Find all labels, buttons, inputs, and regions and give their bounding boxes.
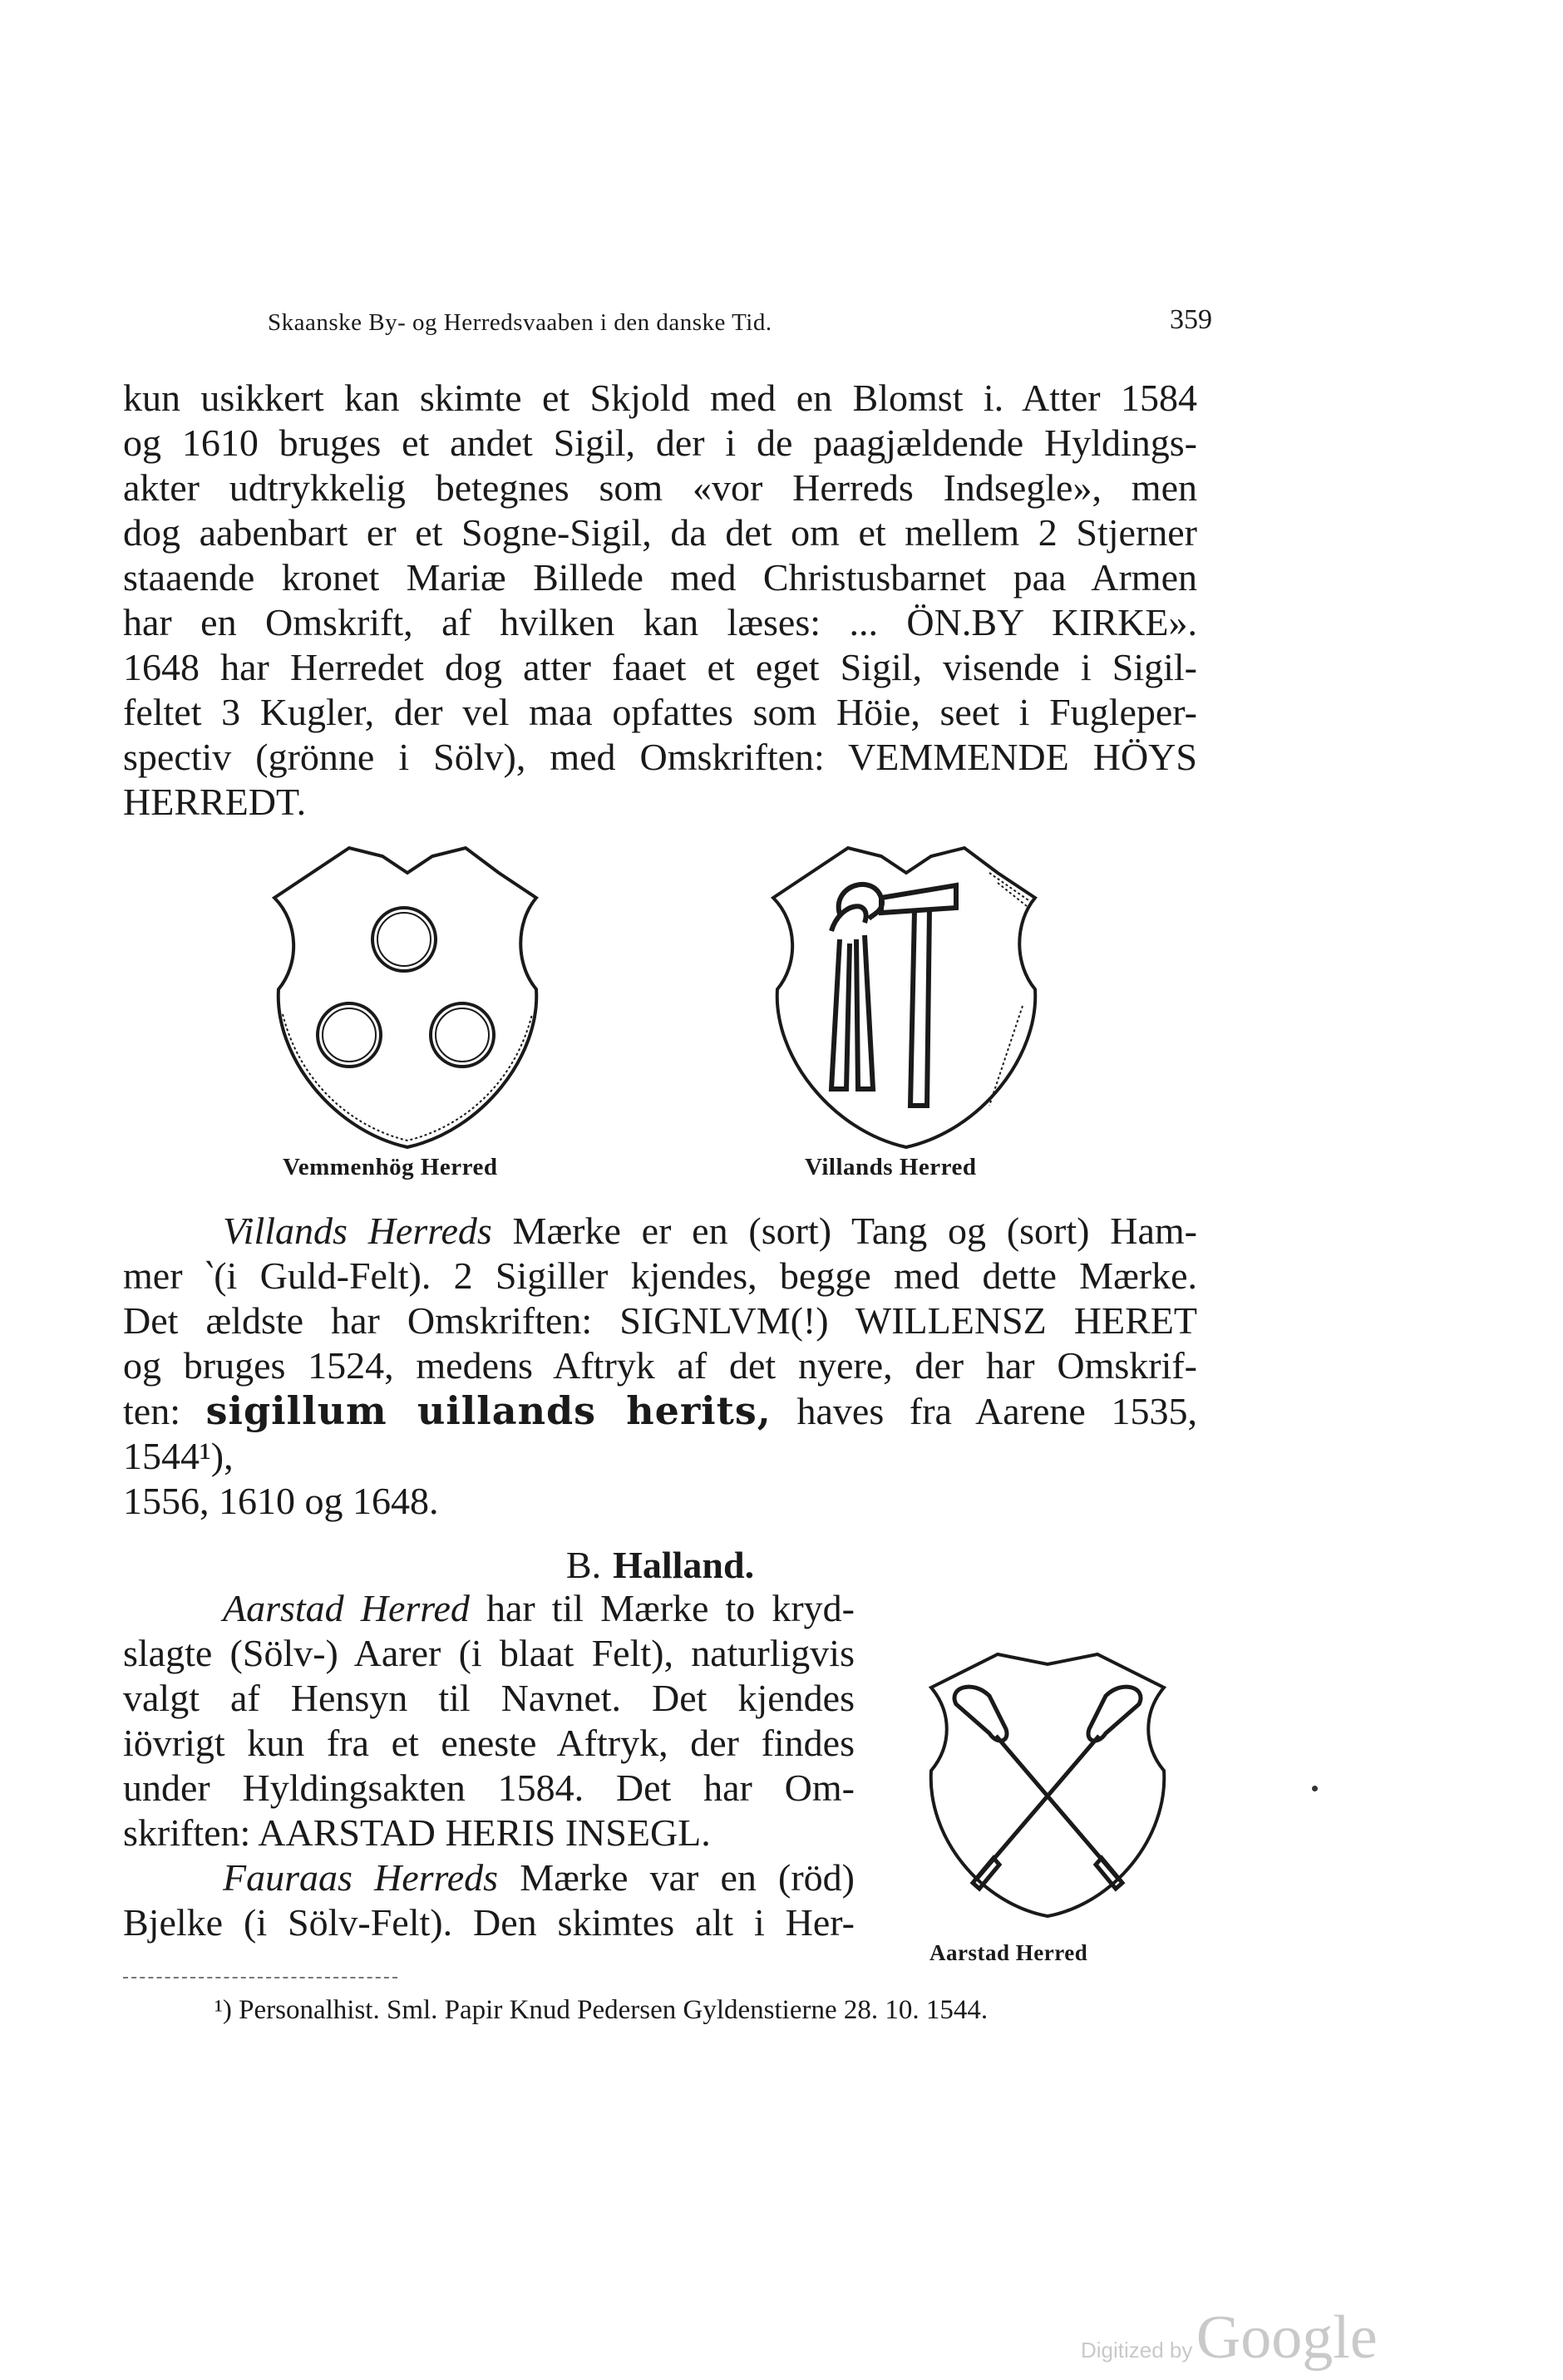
text-segment: Mærke er en (sort) Tang og (sort) Ham-: [491, 1210, 1197, 1252]
text-line: og 1610 bruges et andet Sigil, der i de paagjældende Hyldings-: [123, 421, 1197, 464]
text-line: og bruges 1524, medens Aftryk af det nyere, der har Omskrif-: [123, 1344, 1197, 1387]
ball-top: [372, 908, 436, 971]
text-line: skriften: AARSTAD HERIS INSEGL.: [123, 1811, 711, 1854]
text-line: spectiv (grönne i Sölv), med Omskriften: VEMMENDE HÖYS: [123, 736, 1197, 778]
ball-left: [318, 1003, 381, 1067]
ball-right: [431, 1003, 494, 1067]
footnote-divider: [123, 1977, 397, 1978]
text-line: 1556, 1610 og 1648.: [123, 1480, 439, 1522]
running-title: Skaanske By- og Herredsvaaben i den danske Tid.: [268, 309, 772, 336]
text-line: Det ældste har Omskriften: SIGNLVM(!) WILLENSZ HERET: [123, 1299, 1197, 1342]
text-line: iövrigt kun fra et eneste Aftryk, der findes: [123, 1722, 855, 1764]
text-line: Bjelke (i Sölv-Felt). Den skimtes alt i Her-: [123, 1901, 855, 1944]
section-letter: B.: [565, 1544, 602, 1586]
text-segment: haves fra Aarene 1535, 1544¹),: [123, 1390, 1197, 1477]
text-line: akter udtrykkelig betegnes som «vor Herreds Indsegle», men: [123, 466, 1197, 509]
blackletter-inscription: sigillum uillands herits,: [205, 1388, 772, 1433]
text-line: dog aabenbart er et Sogne-Sigil, da det om et mellem 2 Stjerner: [123, 511, 1197, 554]
text-line: 1648 har Herredet dog atter faaet et eget Sigil, visende i Sigil-: [123, 646, 1197, 688]
fauraas-herreds-italic: Fauraas Herreds: [223, 1856, 499, 1899]
footnote: [214, 1995, 1212, 2026]
figure-caption-vemmenhog: Vemmenhög Herred: [283, 1154, 498, 1180]
paragraph-3: [123, 1586, 855, 1945]
shield-outline: [274, 848, 536, 1147]
text-segment: ten:: [123, 1390, 206, 1432]
aarstad-shield-illustration: [898, 1629, 1197, 1929]
aarstad-herred-italic: Aarstad Herred: [223, 1587, 470, 1629]
villands-shield-illustration: [748, 840, 1064, 1156]
vemmenhog-shield-illustration: [249, 840, 565, 1156]
text-line: feltet 3 Kugler, der vel maa opfattes som Höie, seet i Fugleper-: [123, 691, 1197, 733]
paragraph-1: [123, 376, 1197, 825]
text-line: staaende kronet Mariæ Billede med Christusbarnet paa Armen: [123, 556, 1197, 599]
text-line: slagte (Sölv-) Aarer (i blaat Felt), naturligvis: [123, 1632, 855, 1674]
paragraph-2: [123, 1209, 1197, 1524]
watermark-prefix: Digitized by: [1081, 2338, 1193, 2363]
text-line: HERREDT.: [123, 781, 307, 823]
shield-outline: [931, 1654, 1165, 1916]
page-number: 359: [1170, 304, 1212, 335]
footnote-text: Personalhist. Sml. Papir Knud Pedersen Gyldenstierne 28. 10. 1544.: [231, 1995, 989, 2025]
watermark-brand: Google: [1196, 2304, 1378, 2372]
text-segment: Mærke var en (röd): [498, 1856, 855, 1899]
stray-dot: [1312, 1786, 1318, 1791]
text-line: mer ‵(i Guld-Felt). 2 Sigiller kjendes, begge med dette Mærke.: [123, 1254, 1197, 1297]
hammer-icon: [881, 885, 956, 1106]
section-title: Halland.: [613, 1544, 755, 1586]
figure-caption-aarstad: Aarstad Herred: [929, 1940, 1088, 1965]
text-line: kun usikkert kan skimte et Skjold med en Blomst i. Atter 1584: [123, 377, 1197, 419]
footnote-marker: ¹): [214, 1995, 232, 2025]
text-line: valgt af Hensyn til Navnet. Det kjendes: [123, 1677, 855, 1719]
text-segment: har til Mærke to kryd-: [469, 1587, 855, 1629]
digitized-watermark: [1081, 2303, 1413, 2373]
text-line: under Hyldingsakten 1584. Det har Om-: [123, 1767, 855, 1809]
villands-herreds-italic: Villands Herreds: [223, 1210, 492, 1252]
section-heading: [0, 1543, 1320, 1587]
text-line: har en Omskrift, af hvilken kan læses: ... ÖN.BY KIRKE».: [123, 601, 1197, 643]
tongs-icon: [831, 884, 882, 1089]
figure-caption-villands: Villands Herred: [805, 1154, 977, 1180]
